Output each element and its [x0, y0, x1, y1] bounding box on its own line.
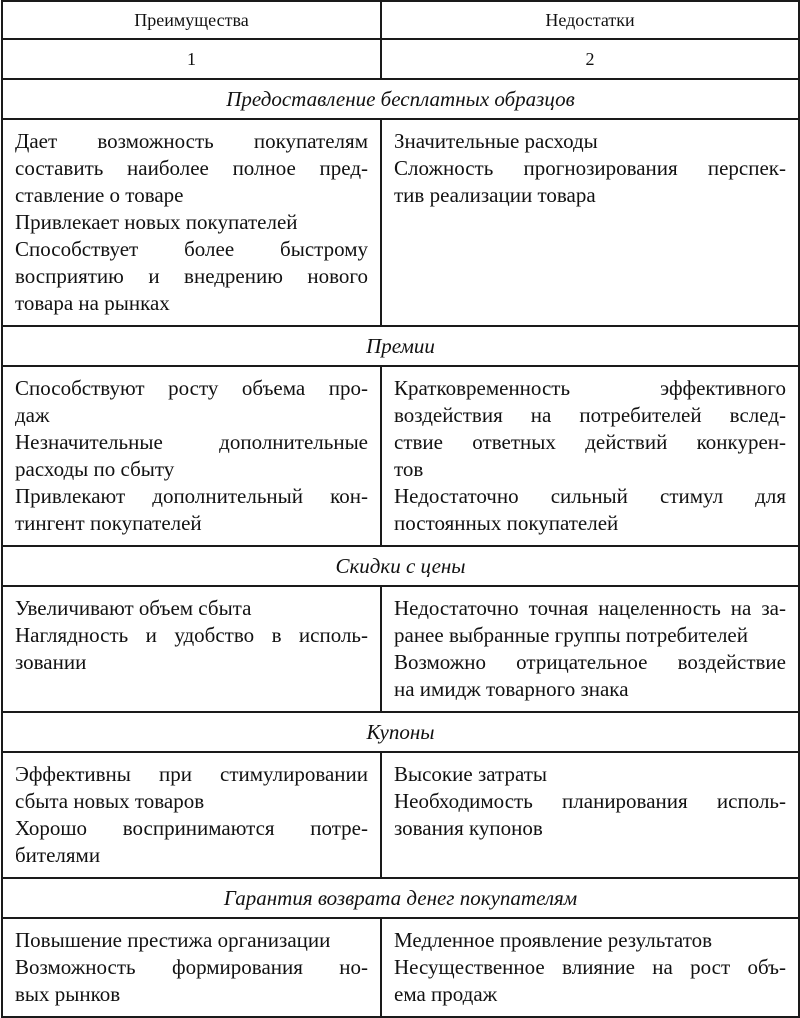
cell-line: Возможность формирования но-	[15, 955, 368, 979]
cons-cell	[381, 119, 799, 326]
cell-line: Сложность прогнозирования перспек-	[394, 156, 786, 180]
cell-line: ствие ответных действий конкурен-	[394, 430, 786, 454]
sections-body	[2, 79, 799, 1017]
cell-line: расходы по сбыту	[15, 457, 175, 481]
cell-line: сбыта новых товаров	[15, 789, 205, 813]
cell-line: Увеличивают объем сбыта	[15, 596, 252, 620]
cell-line: составить наиболее полное пред-	[15, 156, 368, 180]
cell-line: Незначительные дополнительные	[15, 430, 368, 454]
pros-cell	[2, 366, 381, 546]
pros-cell	[2, 918, 381, 1017]
cell-line: постоянных покупателей	[394, 511, 619, 535]
section-body-row	[2, 366, 799, 546]
cell-line: Хорошо воспринимаются потре-	[15, 816, 368, 840]
section-title: Купоны	[2, 712, 799, 752]
cell-line: Высокие затраты	[394, 762, 548, 786]
section-body-row	[2, 918, 799, 1017]
cons-cell	[381, 586, 799, 712]
column-number-1: 1	[2, 39, 381, 79]
cell-line: Медленное проявление результатов	[394, 928, 713, 952]
column-number-row	[2, 39, 799, 79]
cell-line: тив реализации товара	[394, 183, 596, 207]
section-title: Скидки с цены	[2, 546, 799, 586]
cell-line: на имидж товарного знака	[394, 677, 629, 701]
cons-cell	[381, 752, 799, 878]
cell-line: Привлекает новых покупателей	[15, 210, 298, 234]
pros-cell	[2, 752, 381, 878]
cell-line: ставление о товаре	[15, 183, 184, 207]
header-pros: Преимущества	[2, 1, 381, 39]
cell-line: Эффективны при стимулировании	[15, 762, 368, 786]
column-number-2: 2	[381, 39, 799, 79]
cell-line: ранее выбранные группы потребителей	[394, 623, 748, 647]
cell-line: Дает возможность покупателям	[15, 129, 368, 153]
section-title-row	[2, 712, 799, 752]
pros-cell	[2, 119, 381, 326]
cell-line: ема продаж	[394, 982, 498, 1006]
section-title-row	[2, 326, 799, 366]
cell-line: Наглядность и удобство в исполь-	[15, 623, 368, 647]
cell-line: тингент покупателей	[15, 511, 202, 535]
section-body-row	[2, 586, 799, 712]
section-title-row	[2, 878, 799, 918]
header-cons: Недостатки	[381, 1, 799, 39]
cell-line: тов	[394, 457, 424, 481]
cell-line: Несущественное влияние на рост объ-	[394, 955, 786, 979]
cell-line: даж	[15, 403, 50, 427]
cell-line: восприятию и внедрению нового	[15, 264, 368, 288]
cell-line: товара на рынках	[15, 291, 170, 315]
cell-line: Кратковременность эффективного	[394, 376, 786, 400]
cons-cell	[381, 918, 799, 1017]
section-title: Гарантия возврата денег покупателям	[2, 878, 799, 918]
section-title-row	[2, 79, 799, 119]
header-row	[2, 1, 799, 39]
cell-line: Необходимость планирования исполь-	[394, 789, 786, 813]
cell-line: вых рынков	[15, 982, 121, 1006]
cell-line: Способствуют росту объема про-	[15, 376, 368, 400]
cell-line: Повышение престижа организации	[15, 928, 331, 952]
pros-cell	[2, 586, 381, 712]
cell-line: зования купонов	[394, 816, 543, 840]
section-body-row	[2, 119, 799, 326]
cell-line: Способствует более быстрому	[15, 237, 368, 261]
section-title-row	[2, 546, 799, 586]
cell-line: Возможно отрицательное воздействие	[394, 650, 786, 674]
section-title: Предоставление бесплатных образцов	[2, 79, 799, 119]
comparison-table	[1, 0, 800, 1018]
cell-line: Привлекают дополнительный кон-	[15, 484, 368, 508]
section-body-row	[2, 752, 799, 878]
cell-line: Недостаточно точная нацеленность на за-	[394, 596, 786, 620]
cons-cell	[381, 366, 799, 546]
cell-line: бителями	[15, 843, 101, 867]
cell-line: воздействия на потребителей вслед-	[394, 403, 786, 427]
cell-line: Значительные расходы	[394, 129, 598, 153]
cell-line: Недостаточно сильный стимул для	[394, 484, 786, 508]
section-title: Премии	[2, 326, 799, 366]
cell-line: зовании	[15, 650, 87, 674]
